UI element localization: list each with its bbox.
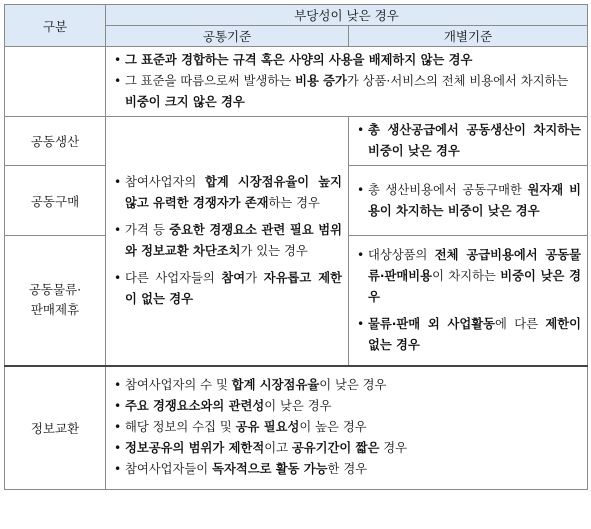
category-empty [5,47,106,117]
info-common-cell [106,366,588,490]
bullet-item [114,417,581,438]
plain-text: 총 생산비용에서 공동구매한 [368,182,528,197]
bullet-item [114,459,581,480]
purchase-individual-list [357,180,581,222]
emphasis-text: 공유기간이 짧은 [291,441,380,456]
plain-text: 가 상품·서비스의 전체 비용에서 차지하는 [346,74,569,88]
logistics-individual-list [357,245,581,356]
emphasis-text: 비중이 낮은 경우 [368,268,581,304]
plain-text: 대상상품의 [368,247,435,262]
emphasis-text: 비용 증가 [295,74,347,88]
emphasis-text: 비중이 크지 않은 경우 [125,95,245,109]
emphasis-text: 독자적으로 활동 가능 [212,462,328,477]
plain-text: 가 [245,270,264,285]
header-common: 공통기준 [106,26,349,47]
emphasis-text: 제한이 없는 경우 [368,316,581,352]
plain-text: 경우 [379,441,408,456]
plain-text: 하는 경우 [268,195,320,210]
emphasis-text: 그 표준과 경합하는 규격 혹은 사양의 사용을 배제하지 않는 경우 [125,53,473,67]
plain-text: 이 낮은 경우 [319,378,387,393]
plain-text: 그 표준을 따름으로써 발생하는 [125,74,296,88]
bullet-item [357,120,581,162]
bullet-item [114,396,581,417]
header-individual: 개별기준 [349,26,588,47]
criteria-table [4,4,588,490]
plain-text: 가격 등 [125,222,170,237]
plain-text: 참여사업자의 수 및 [125,378,232,393]
plain-text: 이고 [264,441,292,456]
first-common-cell [106,47,588,117]
production-individual-cell [349,117,588,166]
bullet-item [357,245,581,308]
plain-text: 가 있는 경우 [240,243,308,258]
plain-text: 해당 정보의 수집 및 [125,420,236,435]
bullet-item [114,71,581,113]
info-common-list [114,375,581,480]
plain-text: 참여사업자의 [125,174,205,189]
emphasis-text: 참여 [221,270,246,285]
plain-text: 다른 사업자들의 [125,270,222,285]
emphasis-text: 합계 시장점유율 [231,378,320,393]
plain-text: 참여사업자들이 [125,462,213,477]
first-common-list [114,50,581,113]
emphasis-text: 자유롭고 제한이 없는 경우 [125,270,342,306]
category-logistics: 공동물류· 판매제휴 [5,236,106,366]
category-info: 정보교환 [5,366,106,490]
bullet-item [114,375,581,396]
emphasis-text: 정보공유의 범위가 제한적 [125,441,265,456]
header-group: 부당성이 낮은 경우 [106,5,588,26]
bullet-item [114,50,581,71]
middle-common-cell [106,117,349,366]
category-purchase: 공동구매 [5,166,106,236]
plain-text: 이 차지하는 [432,268,501,283]
category-production: 공동생산 [5,117,106,166]
emphasis-text: 주요 경쟁요소와의 관련성 [125,399,265,414]
bullet-item [357,180,581,222]
emphasis-text: 중요한 경쟁요소 관련 필요 범위와 정보교환 차단조치 [125,222,342,258]
header-category: 구분 [5,5,106,47]
bullet-item [357,314,581,356]
emphasis-text: 원자재 비용이 차지하는 비중이 낮은 경우 [368,182,581,218]
bullet-item [114,268,342,310]
purchase-individual-cell [349,166,588,236]
logistics-individual-cell [349,236,588,366]
emphasis-text: 총 생산공급에서 공동생산이 차지하는 비중이 낮은 경우 [368,123,581,158]
plain-text: 이 높은 경우 [299,420,367,435]
emphasis-text: 공유 필요성 [235,420,300,435]
bullet-item [114,172,342,214]
plain-text: 에 다른 [495,316,546,331]
bullet-item [114,220,342,262]
emphasis-text: 합계 시장점유율이 높지 않고 유력한 경쟁자가 존재 [125,174,342,210]
plain-text: 한 경우 [327,462,368,477]
emphasis-text: 물류·판매 외 사업활동 [368,316,496,331]
plain-text: 이 낮은 경우 [264,399,332,414]
middle-common-list [114,172,342,310]
emphasis-text: 전체 공급비용에서 공동물류·판매비용 [368,247,581,283]
bullet-item [114,438,581,459]
production-individual-list [357,120,581,162]
